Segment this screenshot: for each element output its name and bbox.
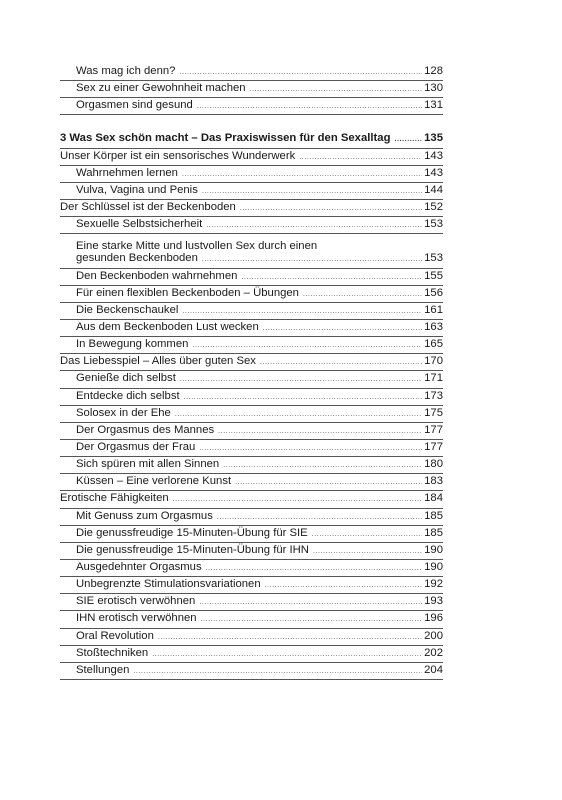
entry-page-number: 163 [424, 320, 443, 333]
toc-subsection-entry[interactable] [60, 64, 443, 81]
leader-dots [197, 99, 422, 114]
leader-dots [202, 184, 422, 199]
toc-subsection-entry[interactable] [60, 457, 443, 474]
table-of-contents [60, 64, 443, 680]
entry-title: Was mag ich denn? [76, 65, 176, 77]
leader-dots [206, 561, 423, 576]
toc-subsection-entry[interactable] [60, 509, 443, 526]
leader-dots [263, 321, 422, 336]
leader-dots [321, 234, 441, 249]
leader-dots [217, 510, 422, 525]
entry-title: Genieße dich selbst [76, 372, 176, 385]
entry-page-number: 153 [424, 218, 443, 231]
chapter-spacer [60, 115, 443, 131]
entry-page-number: 183 [424, 475, 443, 488]
entry-page-number: 202 [424, 646, 443, 659]
toc-subsection-entry[interactable] [60, 286, 443, 303]
entry-title: Der Orgasmus der Frau [76, 440, 196, 453]
toc-subsection-entry[interactable] [60, 577, 443, 594]
entry-title: Erotische Fähigkeiten [60, 492, 169, 505]
entry-title: Sexuelle Selbstsicherheit [76, 218, 203, 231]
leader-dots [199, 441, 422, 456]
toc-subsection-entry[interactable] [60, 543, 443, 560]
leader-dots [173, 492, 423, 507]
entry-title: Stoßtechniken [76, 646, 149, 659]
entry-title: Wahrnehmen lernen [76, 166, 178, 179]
toc-subsection-entry[interactable] [60, 98, 443, 115]
entry-title: Die genussfreudige 15-Minuten-Übung für IHN [76, 543, 309, 556]
entry-page-number: 180 [424, 458, 443, 471]
entry-title: gesunden Beckenboden [76, 252, 198, 265]
leader-dots [184, 390, 423, 405]
entry-title: Unbegrenzte Stimulationsvariationen [76, 578, 261, 591]
toc-subsection-entry[interactable] [60, 269, 443, 286]
entry-title: Das Liebesspiel – Alles über guten Sex [60, 355, 256, 368]
chapter-page: 135 [424, 132, 443, 145]
leader-dots [182, 167, 422, 182]
entry-title: Entdecke dich selbst [76, 389, 180, 402]
toc-subsection-entry[interactable] [60, 611, 443, 628]
entry-page-number: 200 [424, 629, 443, 642]
entry-title: Ausgedehnter Orgasmus [76, 560, 202, 573]
entry-page-number: 152 [424, 200, 443, 213]
entry-page-number: 156 [424, 286, 443, 299]
entry-page-number: 143 [424, 149, 443, 162]
entry-title: Die genussfreudige 15-Minuten-Übung für SIE [76, 526, 308, 539]
leader-dots [133, 664, 422, 679]
entry-title: Vulva, Vagina und Penis [76, 183, 198, 196]
toc-subsection-entry[interactable] [60, 389, 443, 406]
entry-page-number: 192 [424, 578, 443, 591]
entry-title: Sich spüren mit allen Sinnen [76, 458, 220, 471]
entry-title: Für einen flexiblen Beckenboden – Übungen [76, 286, 299, 299]
toc-subsection-entry[interactable] [60, 183, 443, 200]
leader-dots [260, 355, 422, 370]
toc-chapter-heading[interactable] [60, 131, 443, 148]
toc-subsection-entry[interactable] [60, 423, 443, 440]
toc-subsection-entry[interactable] [60, 406, 443, 423]
leader-dots [158, 630, 422, 645]
row-rule [60, 114, 443, 115]
toc-subsection-entry[interactable] [60, 337, 443, 354]
entry-title: SIE erotisch verwöhnen [76, 595, 196, 608]
entry-title: Die Beckenschaukel [76, 303, 179, 316]
entry-title: Der Orgasmus des Mannes [76, 423, 215, 436]
entry-title: In Bewegung kommen [76, 338, 189, 351]
leader-dots [202, 252, 422, 267]
entry-page-number: 190 [424, 543, 443, 556]
entry-page-number: 177 [424, 440, 443, 453]
entry-title: Den Beckenboden wahrnehmen [76, 269, 238, 282]
toc-subsection-entry[interactable] [60, 526, 443, 543]
leader-dots [201, 612, 423, 627]
entry-page-number: 177 [424, 423, 443, 436]
entry-page-number: 144 [424, 183, 443, 196]
entry-page-number: 143 [424, 166, 443, 179]
row-rule [60, 679, 443, 680]
entry-page-number: 131 [424, 99, 443, 112]
toc-subsection-entry[interactable] [60, 594, 443, 611]
toc-subsection-entry[interactable] [60, 474, 443, 491]
entry-title: Sex zu einer Gewohnheit machen [76, 82, 246, 95]
entry-page-number: 185 [424, 509, 443, 522]
toc-section-entry[interactable] [60, 491, 443, 508]
entry-page-number: 171 [424, 372, 443, 385]
entry-page-number: 155 [424, 269, 443, 282]
entry-title: Mit Genuss zum Orgasmus [76, 509, 213, 522]
toc-subsection-entry[interactable] [60, 303, 443, 320]
toc-subsection-entry[interactable] [60, 320, 443, 337]
entry-page-number: 185 [424, 526, 443, 539]
leader-dots [179, 65, 422, 80]
leader-dots [182, 304, 422, 319]
leader-dots [180, 372, 422, 387]
toc-subsection-entry[interactable] [60, 560, 443, 577]
toc-section-entry[interactable] [60, 149, 443, 166]
leader-dots [240, 201, 422, 216]
toc-subsection-entry[interactable] [60, 663, 443, 680]
entry-page-number: 170 [424, 355, 443, 368]
toc-subsection-entry[interactable] [60, 234, 443, 251]
toc-subsection-entry[interactable] [60, 166, 443, 183]
entry-page-number: 161 [424, 303, 443, 316]
entry-page-number: 128 [424, 65, 443, 77]
entry-page-number: 165 [424, 338, 443, 351]
entry-title: Stellungen [76, 663, 130, 676]
leader-dots [313, 544, 422, 559]
leader-dots [192, 338, 422, 353]
entry-page-number: 175 [424, 406, 443, 419]
entry-page-number: 204 [424, 663, 443, 676]
leader-dots [223, 458, 422, 473]
entry-page-number: 130 [424, 82, 443, 95]
entry-page-number: 193 [424, 595, 443, 608]
entry-page-number: 196 [424, 612, 443, 625]
entry-title: Orgasmen sind gesund [76, 99, 193, 112]
entry-title: Küssen – Eine verlorene Kunst [76, 475, 232, 488]
leader-dots [241, 270, 422, 285]
toc-subsection-entry[interactable] [60, 629, 443, 646]
entry-title: Unser Körper ist ein sensorisches Wunderwerk [60, 149, 296, 162]
leader-dots [199, 595, 422, 610]
leader-dots [218, 424, 422, 439]
entry-title: Aus dem Beckenboden Lust wecken [76, 320, 259, 333]
leader-dots [299, 150, 422, 165]
leader-dots [312, 527, 422, 542]
entry-page-number: 173 [424, 389, 443, 402]
toc-section-entry[interactable] [60, 354, 443, 371]
leader-dots [303, 287, 422, 302]
entry-title: Eine starke Mitte und lustvollen Sex durch einen [76, 240, 318, 253]
leader-dots [235, 475, 422, 490]
entry-title: IHN erotisch verwöhnen [76, 612, 197, 625]
toc-subsection-entry[interactable] [60, 81, 443, 98]
toc-subsection-entry[interactable] [60, 646, 443, 663]
leader-dots [175, 407, 422, 422]
toc-subsection-entry[interactable] [60, 440, 443, 457]
chapter-title: 3 Was Sex schön macht – Das Praxiswissen für den Sexalltag [60, 132, 391, 145]
leader-dots [250, 82, 423, 97]
entry-title: Solosex in der Ehe [76, 406, 171, 419]
leader-dots [265, 578, 423, 593]
toc-subsection-entry[interactable] [60, 371, 443, 388]
entry-page-number: 153 [424, 252, 443, 265]
toc-section-entry[interactable] [60, 200, 443, 217]
toc-subsection-entry[interactable] [60, 217, 443, 234]
leader-dots [394, 132, 422, 147]
entry-page-number: 190 [424, 560, 443, 573]
entry-page-number: 184 [424, 492, 443, 505]
toc-top-list [60, 64, 443, 115]
leader-dots [206, 218, 422, 233]
toc-entry-list [60, 149, 443, 680]
leader-dots [152, 647, 422, 662]
toc-subsection-entry[interactable] [60, 251, 443, 268]
entry-title: Oral Revolution [76, 629, 154, 642]
entry-title: Der Schlüssel ist der Beckenboden [60, 200, 236, 213]
